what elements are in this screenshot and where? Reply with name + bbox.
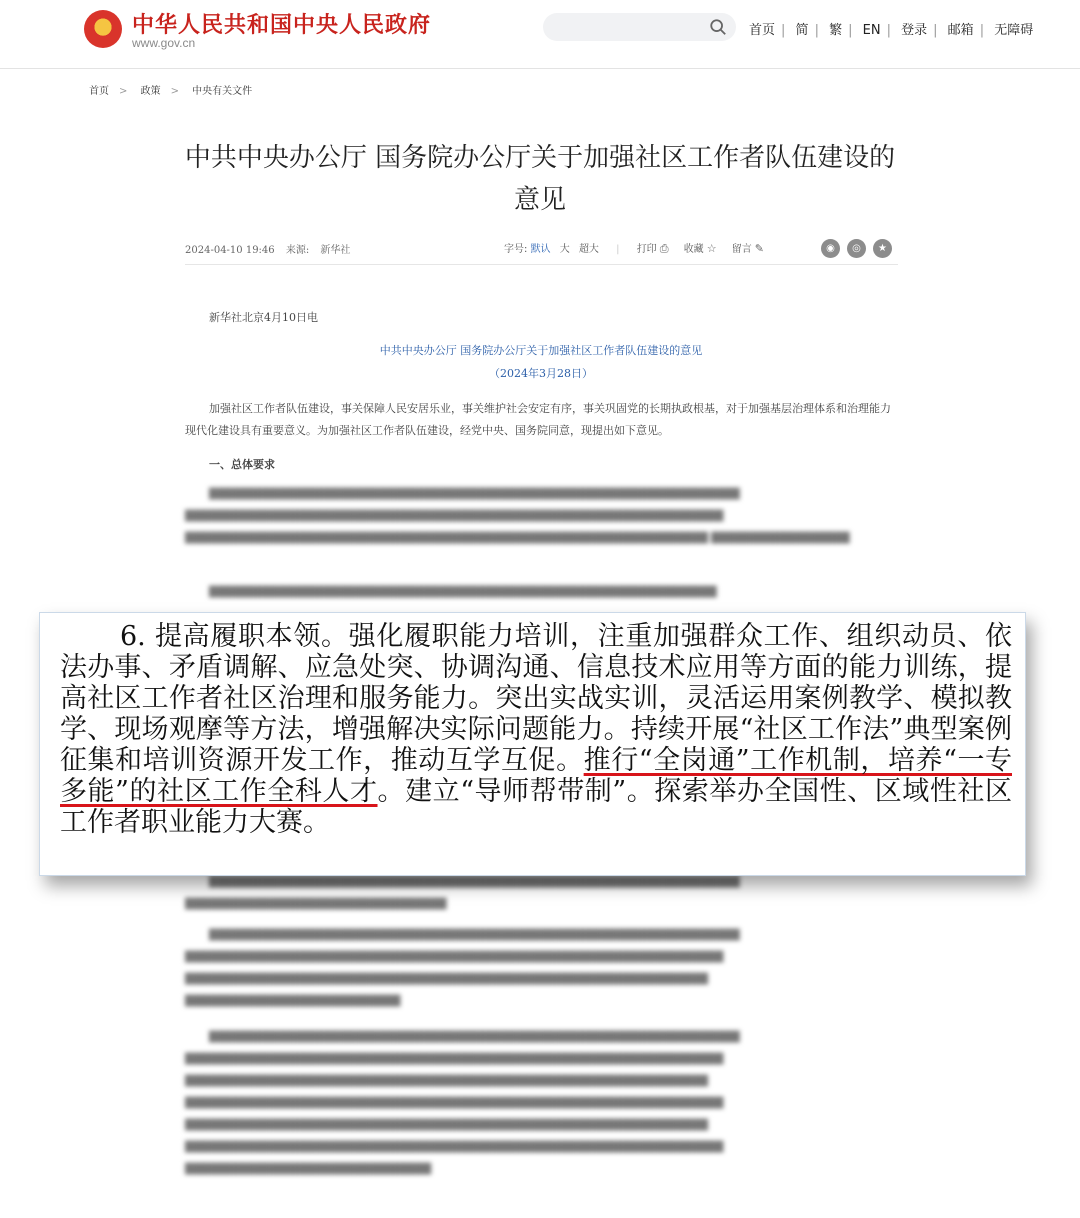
source-name: 新华社 (320, 245, 351, 256)
blurred-paragraph: ██████████████████████████████████████████████████████████████████ (209, 587, 717, 598)
highlight-paragraph (60, 621, 1012, 838)
print-button[interactable]: 打印 (636, 244, 657, 255)
article-title: 中共中央办公厅 国务院办公厅关于加强社区工作者队伍建设的意见 (184, 143, 896, 215)
site-header (0, 0, 1080, 69)
divider (185, 264, 898, 265)
breadcrumb-central-docs[interactable]: 中央有关文件 (192, 86, 253, 97)
search-icon[interactable] (709, 18, 727, 36)
breadcrumb: 首页 > 政策 > 中央有关文件 (89, 86, 253, 97)
pencil-icon[interactable]: ✎ (754, 242, 764, 255)
qzone-icon[interactable]: ★ (873, 239, 892, 258)
document-date: （2024年3月28日） (489, 367, 593, 380)
font-size-large[interactable]: 大 (559, 244, 570, 255)
printer-icon[interactable]: ⎙ (659, 242, 669, 255)
nav-accessibility[interactable]: 无障碍 (994, 23, 1034, 38)
highlight-text-after: 。建立“导师帮带制”。探索举办全国性、区域性社区工作者职业能力大赛。 (60, 776, 1012, 838)
national-emblem-icon[interactable]: ★ (84, 10, 122, 48)
breadcrumb-policy[interactable]: 政策 (140, 86, 161, 97)
publish-date: 2024-04-10 19:46 (185, 245, 275, 256)
blurred-paragraph: █████████████████████████████████████████████████████████████████████ ██████████████████████████████████ (185, 877, 740, 910)
nav-home[interactable]: 首页 (749, 23, 776, 38)
underlined-key-phrase: 推行“全岗通”工作机制，培养“一专多能”的社区工作全科人才 (60, 745, 1012, 807)
weibo-icon[interactable]: ◉ (821, 239, 840, 258)
nav-traditional[interactable]: 繁 (829, 23, 843, 38)
site-title[interactable]: 中华人民共和国中央人民政府 (132, 12, 432, 38)
wechat-icon[interactable]: ◎ (847, 239, 866, 258)
source-label: 来源: (285, 245, 310, 256)
nav-simplified[interactable]: 简 (795, 23, 809, 38)
document-title: 中共中央办公厅 国务院办公厅关于加强社区工作者队伍建设的意见 (379, 344, 703, 357)
share-buttons (821, 236, 899, 258)
article-meta (185, 241, 350, 256)
star-icon[interactable]: ☆ (706, 242, 717, 255)
blurred-paragraph: █████████████████████████████████████████████████████████████████████ ██████████████████████████████████████████████████████████████████████ ████████████████████████████████████████████████████████████████████ ████████████████████████████ (185, 930, 740, 1007)
site-url: www.gov.cn (132, 36, 196, 50)
breadcrumb-home[interactable]: 首页 (89, 86, 109, 97)
highlight-callout (39, 612, 1026, 876)
comment-button[interactable]: 留言 (731, 244, 752, 255)
favorite-button[interactable]: 收藏 (683, 244, 704, 255)
section-heading: 一、总体要求 (209, 458, 275, 471)
font-size-label: 字号: (504, 244, 528, 255)
font-size-default[interactable]: 默认 (530, 244, 551, 255)
article-tools: 字号: 默认 大 超大 | 打印 ⎙ 收藏 ☆ 留言 ✎ (504, 242, 764, 255)
dateline: 新华社北京4月10日电 (209, 311, 318, 324)
nav-english[interactable]: EN (862, 23, 881, 38)
blurred-paragraph: █████████████████████████████████████████████████████████████████████ ██████████████████████████████████████████████████████████████████████ ████████████████████████████████████████████████████████████████████ ██████████████████████████████████████████████████████████████████████ ████████████████████████████████████████████████████████████████████ ██████████████████████████████████████████████████████████████████████ ████████████████████████████████ (185, 1032, 740, 1175)
highlight-text-before: 6. 提高履职本领。强化履职能力培训，注重加强群众工作、组织动员、依法办事、矛盾调解、应急处突、协调沟通、信息技术应用等方面的能力训练，提高社区工作者社区治理和服务能力。突出实战实训，灵活运用案例教学、模拟教学、现场观摩等方法，增强解决实际问题能力。持续开展“社区工作法”典型案例征集和培训资源开发工作，推动互学互促。 (60, 621, 1012, 776)
top-nav: 首页 | 简 | 繁 | EN | 登录 | 邮箱 | 无障碍 (749, 23, 1034, 38)
nav-mail[interactable]: 邮箱 (947, 23, 974, 38)
font-size-xlarge[interactable]: 超大 (578, 244, 599, 255)
nav-login[interactable]: 登录 (901, 23, 928, 38)
search-input[interactable] (543, 13, 736, 41)
intro-paragraph: 加强社区工作者队伍建设，事关保障人民安居乐业，事关维护社会安定有序，事关巩固党的长期执政根基，对于加强基层治理体系和治理能力现代化建设具有重要意义。为加强社区工作者队伍建设，经党中央、国务院同意，现提出如下意见。 (185, 402, 891, 437)
blurred-paragraph: █████████████████████████████████████████████████████████████████████ ██████████████████████████████████████████████████████████████████████ ████████████████████████████████████████████████████████████████████ ██████████████████ (185, 489, 850, 544)
